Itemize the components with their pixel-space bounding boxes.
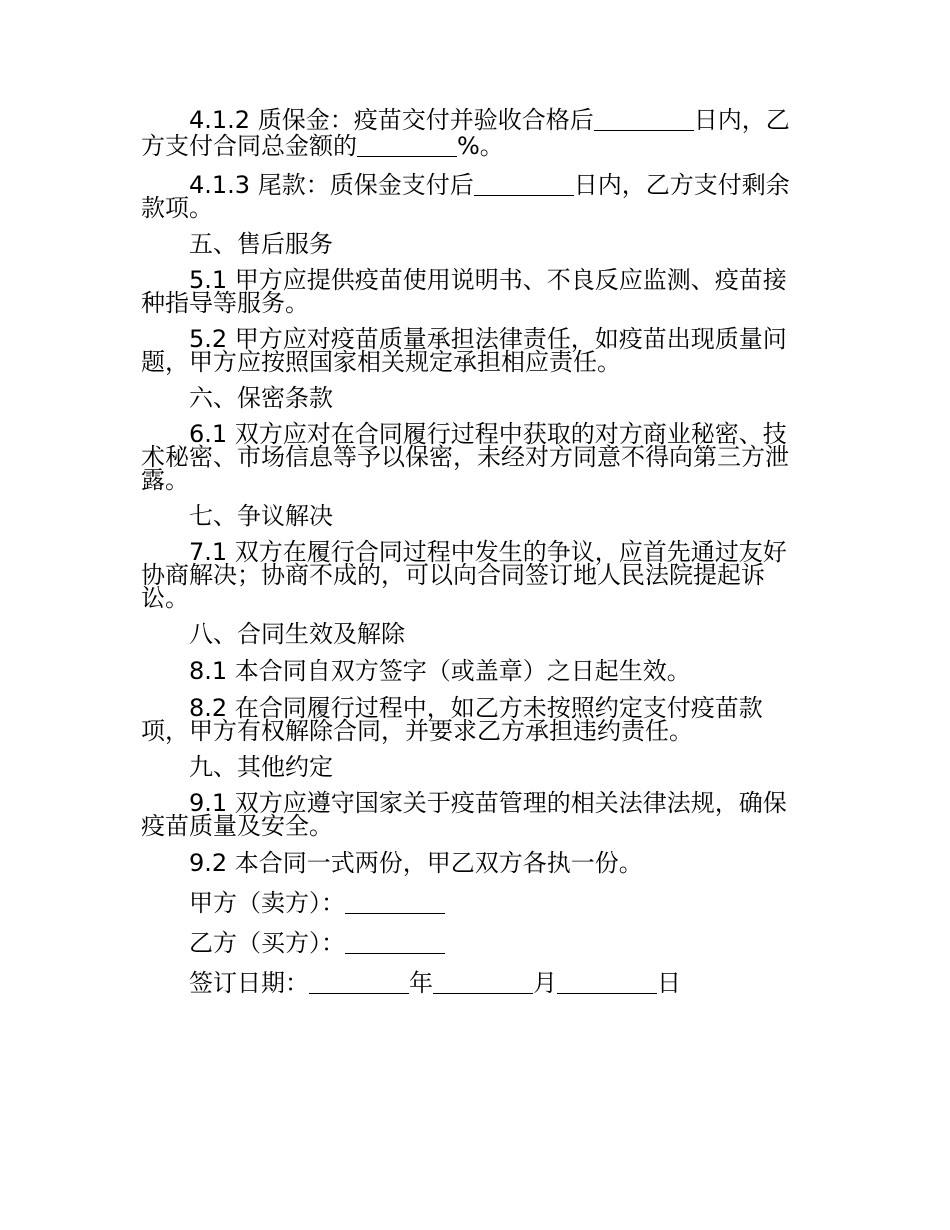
paragraph-text: 日: [657, 969, 681, 997]
paragraph-text: 日内，乙方支付剩余款项。: [141, 171, 790, 222]
fill-in-blank: [357, 132, 457, 157]
clause-paragraph: 6.1 双方应对在合同履行过程中获取的对方商业秘密、技术秘密、市场信息等予以保密，未经对方同意不得向第三方泄露。: [141, 420, 789, 494]
section-heading: 九、其他约定: [189, 753, 333, 781]
clause-paragraph: [141, 106, 806, 158]
fill-in-blank: [345, 889, 445, 914]
paragraph-text: 甲方（卖方）：: [189, 889, 345, 917]
clause-paragraph: 5.2 甲方应对疫苗质量承担法律责任，如疫苗出现质量问题，甲方应按照国家相关规定承担相应责任。: [141, 325, 787, 376]
clause-paragraph: 8.2 在合同履行过程中，如乙方未按照约定支付疫苗款项，甲方有权解除合同，并要求乙方承担违约责任。: [141, 694, 763, 745]
section-heading: 五、售后服务: [189, 230, 333, 258]
clause-paragraph: [141, 171, 806, 220]
paragraph-text: 日内，乙方支付合同总金额的: [141, 106, 790, 160]
section-heading: 六、保密条款: [189, 384, 333, 412]
paragraph-text: 年: [409, 969, 433, 997]
clause-paragraph: 9.2 本合同一式两份，甲乙双方各执一份。: [189, 849, 643, 877]
signature-line: [141, 929, 806, 955]
clause-paragraph: 8.1 本合同自双方签字（或盖章）之日起生效。: [189, 657, 691, 685]
section-heading: 七、争议解决: [189, 502, 333, 530]
clause-paragraph: 5.1 甲方应提供疫苗使用说明书、不良反应监测、疫苗接种指导等服务。: [141, 266, 787, 317]
document-body: [141, 106, 806, 1009]
fill-in-blank: [594, 106, 694, 131]
fill-in-blank: [433, 969, 533, 994]
fill-in-blank: [557, 969, 657, 994]
clause-paragraph: 9.1 双方应遵守国家关于疫苗管理的相关法律法规，确保疫苗质量及安全。: [141, 789, 787, 840]
signature-line: [141, 889, 806, 915]
paragraph-text: 乙方（买方）：: [189, 929, 345, 957]
section-heading: 八、合同生效及解除: [189, 620, 405, 648]
paragraph-text: 签订日期：: [189, 969, 309, 997]
signature-line: [141, 969, 806, 995]
paragraph-text: 月: [533, 969, 557, 997]
fill-in-blank: [345, 929, 445, 954]
paragraph-text: 4.1.3 尾款：质保金支付后: [189, 171, 474, 199]
paragraph-text: %。: [457, 132, 504, 160]
fill-in-blank: [474, 171, 574, 196]
paragraph-text: 4.1.2 质保金：疫苗交付并验收合格后: [189, 106, 594, 134]
clause-paragraph: 7.1 双方在履行合同过程中发生的争议，应首先通过友好协商解决；协商不成的，可以向合同签订地人民法院提起诉讼。: [141, 538, 787, 612]
fill-in-blank: [309, 969, 409, 994]
